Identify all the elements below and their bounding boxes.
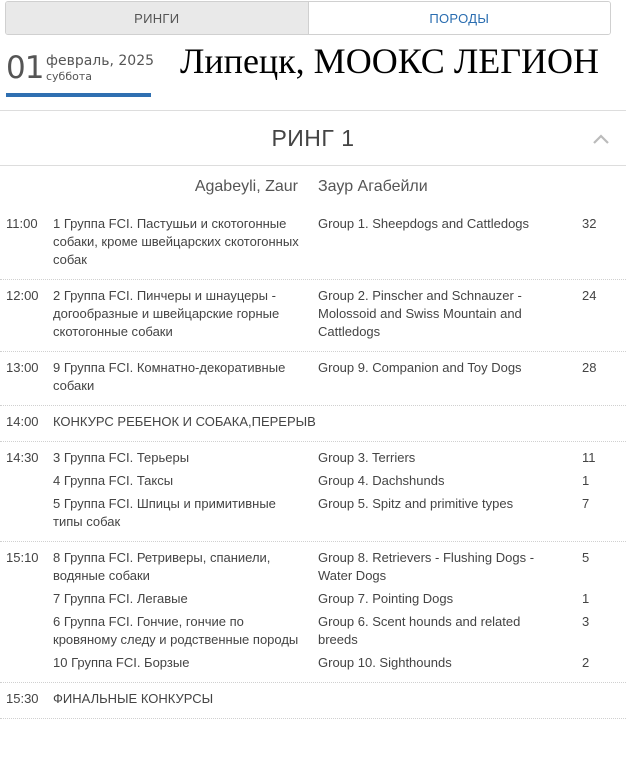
slot-time: 15:10	[6, 550, 39, 565]
group-name-ru[interactable]: 3 Группа FCI. Терьеры	[53, 450, 190, 465]
schedule-slot	[0, 280, 626, 352]
judge-name-cyrillic: Заур Агабейли	[318, 178, 428, 195]
group-name-en: Group 9. Companion and Toy Dogs	[318, 360, 522, 375]
group-name-en: Group 1. Sheepdogs and Cattledogs	[318, 216, 530, 231]
group-name-ru[interactable]: 6 Группа FCI. Гончие, гончие по кровяному следу и родственные породы	[53, 614, 299, 647]
chevron-up-icon[interactable]	[592, 130, 610, 148]
schedule-row[interactable]	[0, 215, 626, 269]
schedule-row[interactable]	[0, 495, 626, 531]
entry-count: 32	[582, 216, 597, 231]
schedule-row[interactable]	[0, 654, 626, 672]
schedule-slot	[0, 683, 626, 719]
entry-count: 3	[582, 614, 590, 629]
slot-time: 11:00	[6, 216, 38, 231]
entry-count: 11	[582, 450, 596, 465]
schedule-row	[0, 413, 626, 431]
group-name-en: Group 8. Retrievers - Flushing Dogs - Water Dogs	[318, 550, 535, 583]
entry-count: 1	[582, 591, 590, 606]
group-name-en: Group 4. Dachshunds	[318, 473, 445, 488]
schedule-slot	[0, 208, 626, 280]
schedule-row	[0, 690, 626, 708]
group-name-ru[interactable]: 2 Группа FCI. Пинчеры и шнауцеры - догообразные и швейцарские горные скотогонные собаки	[53, 288, 280, 339]
group-name-ru[interactable]: 4 Группа FCI. Таксы	[53, 473, 174, 488]
group-name-ru[interactable]: 10 Группа FCI. Борзые	[53, 655, 190, 670]
group-name-ru[interactable]: 8 Группа FCI. Ретриверы, спаниели, водяные собаки	[53, 550, 271, 583]
date-block	[6, 50, 155, 97]
ring-header[interactable]	[0, 110, 626, 166]
judge-name-latin: Agabeyli, Zaur	[194, 178, 298, 195]
entry-count: 1	[582, 473, 590, 488]
group-name-ru[interactable]: 7 Группа FCI. Легавые	[53, 591, 188, 606]
schedule-row[interactable]	[0, 359, 626, 395]
date-weekday: суббота	[46, 70, 93, 83]
schedule-slot	[0, 406, 626, 442]
entry-count: 28	[582, 360, 597, 375]
entry-count: 2	[582, 655, 590, 670]
group-name-en: Group 6. Scent hounds and related breeds	[318, 614, 521, 647]
group-name-ru[interactable]: 9 Группа FCI. Комнатно-декоративные собаки	[53, 360, 286, 393]
slot-time: 15:30	[6, 691, 39, 706]
group-name-ru[interactable]: 5 Группа FCI. Шпицы и примитивные типы собак	[53, 496, 276, 529]
schedule-slot	[0, 542, 626, 683]
tab-breeds[interactable]: ПОРОДЫ	[309, 2, 611, 34]
date-month-year: февраль, 2025	[46, 53, 155, 69]
schedule-row[interactable]	[0, 590, 626, 608]
slot-note: КОНКУРС РЕБЕНОК И СОБАКА,ПЕРЕРЫВ	[53, 414, 316, 429]
slot-time: 14:30	[6, 450, 39, 465]
entry-count: 5	[582, 550, 590, 565]
group-name-en: Group 10. Sighthounds	[318, 655, 452, 670]
ring-title: РИНГ 1	[271, 125, 355, 151]
group-name-en: Group 7. Pointing Dogs	[318, 591, 454, 606]
schedule-row[interactable]	[0, 472, 626, 490]
schedule-slot	[0, 352, 626, 406]
slot-time: 14:00	[6, 414, 39, 429]
tab-bar	[5, 1, 611, 35]
group-name-en: Group 3. Terriers	[318, 450, 416, 465]
group-name-en: Group 2. Pinscher and Schnauzer - Molossoid and Swiss Mountain and Cattledogs	[318, 288, 522, 339]
tab-rings[interactable]: РИНГИ	[6, 2, 309, 34]
schedule-row[interactable]	[0, 549, 626, 585]
slot-time: 13:00	[6, 360, 39, 375]
ring-schedule	[0, 208, 626, 719]
entry-count: 24	[582, 288, 597, 303]
schedule-row[interactable]	[0, 613, 626, 649]
slot-note: ФИНАЛЬНЫЕ КОНКУРСЫ	[53, 691, 214, 706]
group-name-ru[interactable]: 1 Группа FCI. Пастушьи и скотогонные собаки, кроме швейцарских скотогонных собак	[53, 216, 299, 267]
schedule-row[interactable]	[0, 449, 626, 467]
schedule-slot	[0, 442, 626, 542]
schedule-row[interactable]	[0, 287, 626, 341]
date-day: 01	[6, 50, 44, 86]
entry-count: 7	[582, 496, 590, 511]
event-title: Липецк, МООКС ЛЕГИОН	[180, 41, 600, 81]
group-name-en: Group 5. Spitz and primitive types	[318, 496, 514, 511]
slot-time: 12:00	[6, 288, 39, 303]
